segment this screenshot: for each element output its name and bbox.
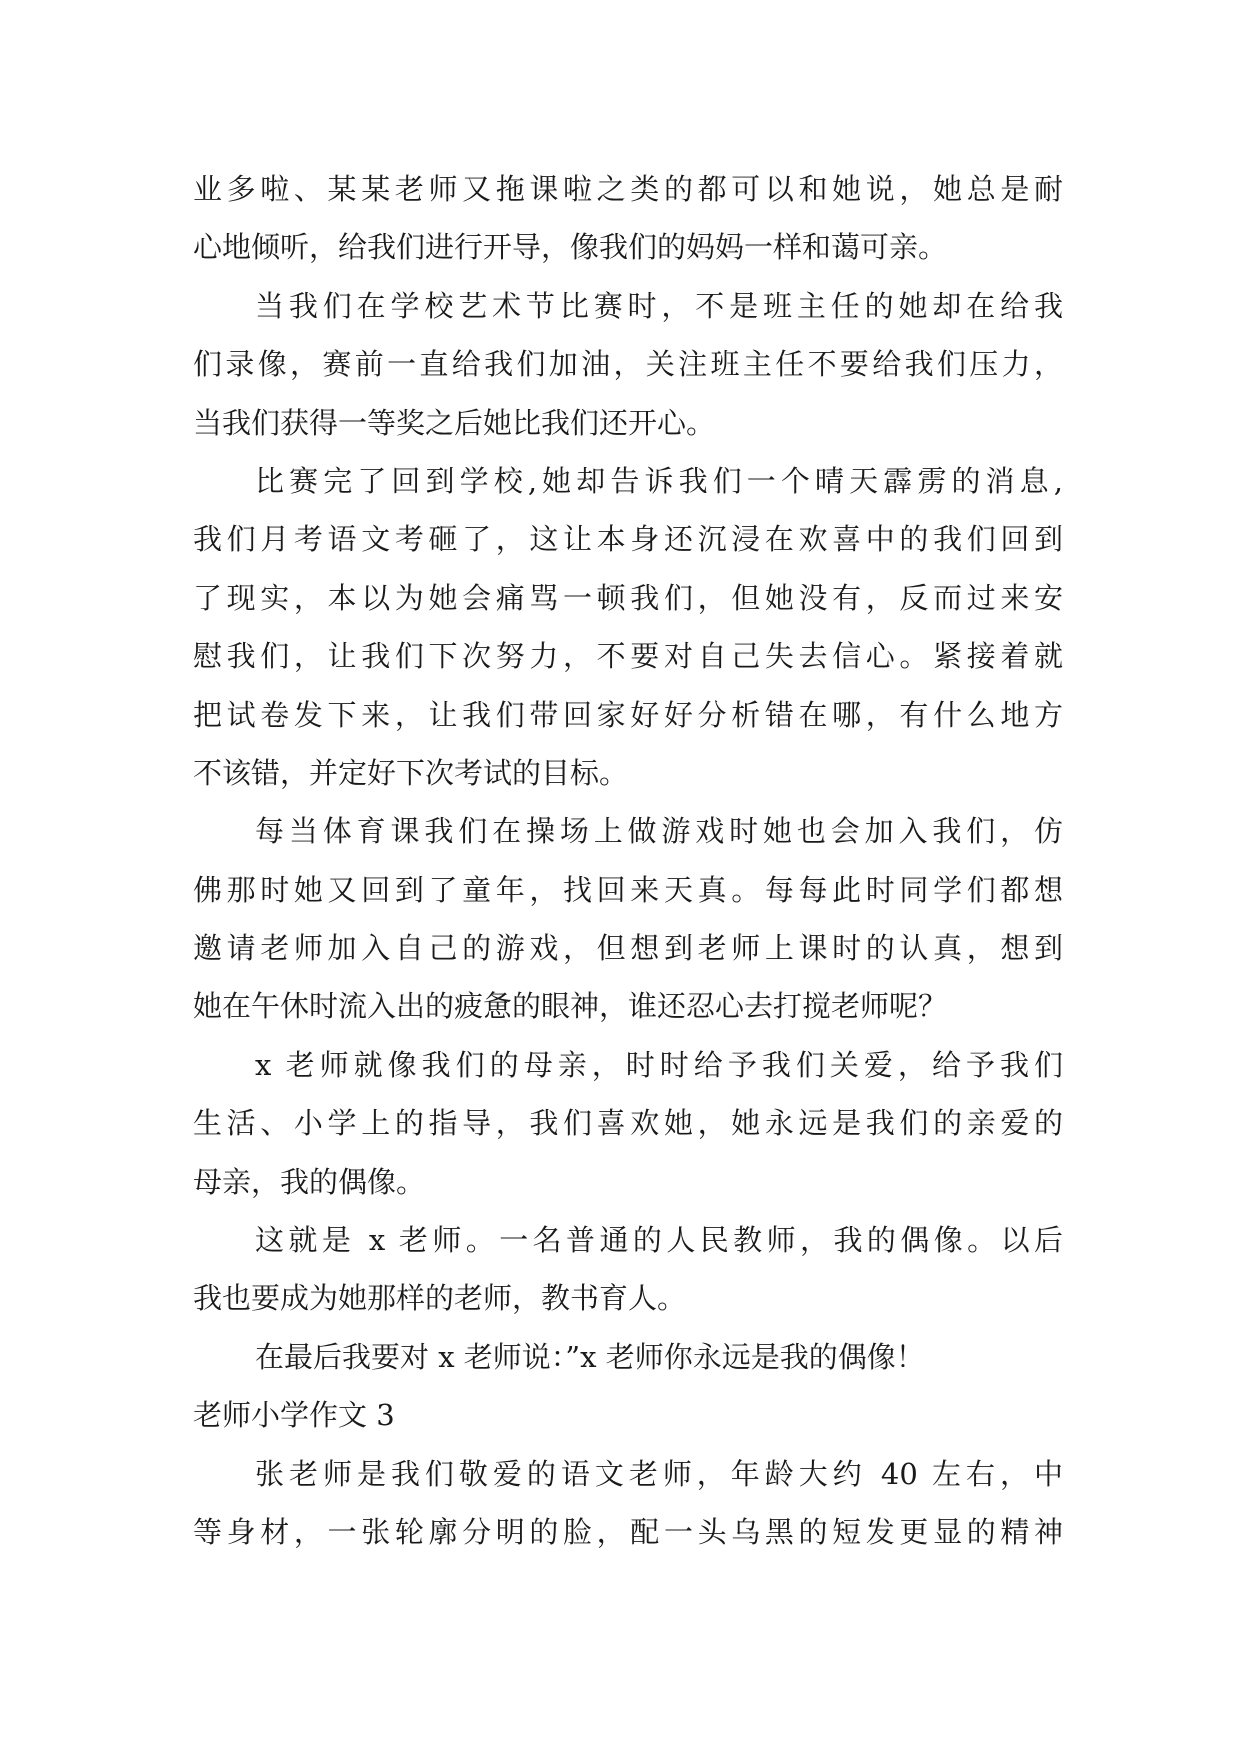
text-line: 慰我们，让我们下次努力，不要对自己失去信心。紧接着就: [193, 639, 1063, 674]
text-line: 我也要成为她那样的老师，教书育人。: [193, 1281, 687, 1316]
text-line: 比赛完了回到学校,她却告诉我们一个晴天霹雳的消息,: [255, 463, 1063, 498]
text-line: 当我们获得一等奖之后她比我们还开心。: [193, 405, 716, 440]
text-line: 心地倾听，给我们进行开导，像我们的妈妈一样和蔼可亲。: [193, 230, 948, 265]
text-line: 生活、小学上的指导，我们喜欢她，她永远是我们的亲爱的: [193, 1106, 1063, 1141]
text-line: 们录像，赛前一直给我们加油，关注班主任不要给我们压力，: [193, 347, 1063, 382]
text-line: 母亲，我的偶像。: [193, 1164, 426, 1199]
text-line: 了现实，本以为她会痛骂一顿我们，但她没有，反而过来安: [193, 580, 1063, 615]
text-line: 邀请老师加入自己的游戏，但想到老师上课时的认真，想到: [193, 931, 1063, 966]
text-line: 在最后我要对 x 老师说：”x 老师你永远是我的偶像！: [255, 1339, 925, 1374]
text-line: 我们月考语文考砸了，这让本身还沉浸在欢喜中的我们回到: [193, 522, 1063, 557]
text-line: 把试卷发下来，让我们带回家好好分析错在哪，有什么地方: [193, 697, 1063, 732]
text-line: 张老师是我们敬爱的语文老师，年龄大约 40 左右，中: [255, 1456, 1063, 1491]
text-line: 佛那时她又回到了童年，找回来天真。每每此时同学们都想: [193, 872, 1063, 907]
document-body: [193, 160, 1063, 1561]
text-line: 等身材，一张轮廓分明的脸，配一头乌黑的短发更显的精神: [193, 1514, 1063, 1549]
text-line: 她在午休时流入出的疲惫的眼神，谁还忍心去打搅老师呢？: [193, 989, 948, 1024]
text-line: 不该错，并定好下次考试的目标。: [193, 755, 629, 790]
text-line: 这就是 x 老师。一名普通的人民教师，我的偶像。以后: [255, 1223, 1063, 1258]
section-heading: 老师小学作文 3: [193, 1398, 395, 1433]
text-line: 当我们在学校艺术节比赛时，不是班主任的她却在给我: [255, 288, 1063, 323]
text-line: x 老师就像我们的母亲，时时给予我们关爱，给予我们: [255, 1047, 1063, 1082]
text-line: 每当体育课我们在操场上做游戏时她也会加入我们，仿: [255, 814, 1063, 849]
text-line: 业多啦、某某老师又拖课啦之类的都可以和她说，她总是耐: [193, 172, 1063, 206]
